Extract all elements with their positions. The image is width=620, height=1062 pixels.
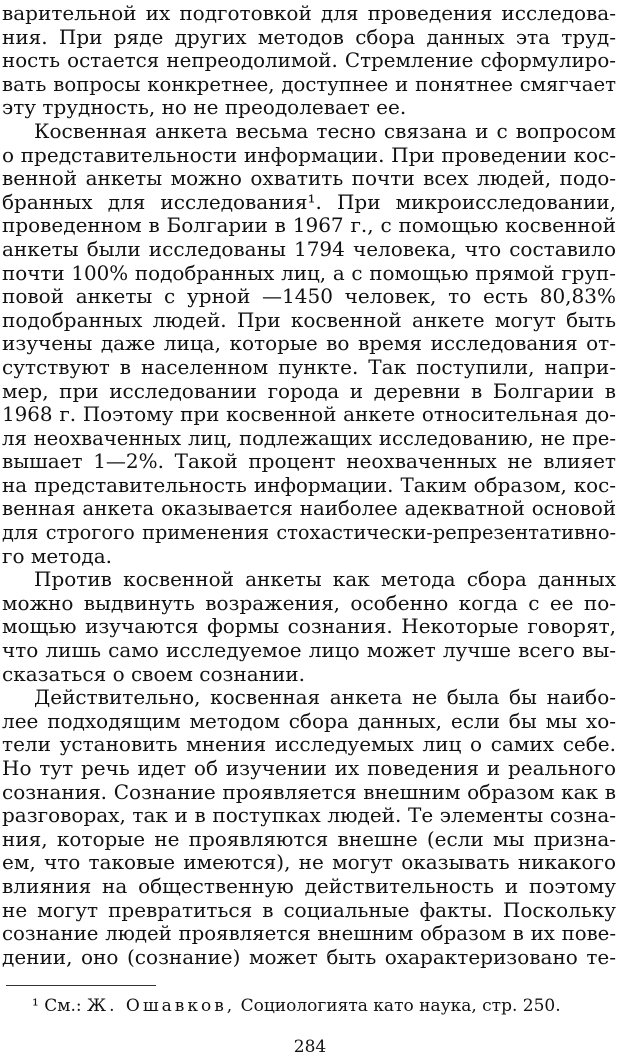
text-line: сознание людей проявляется внешним образом в их пове- [2,922,616,946]
text-line: ля неохваченных лиц, подлежащих исследованию, не пре- [2,426,616,450]
body-text [2,2,616,969]
text-line: тели установить мнения исследуемых лиц о самих себе. [2,733,616,757]
text-line: венной анкеты можно охватить почти всех людей, подо- [2,167,616,191]
text-line: ность остается непреодолимой. Стремление сформулиро- [2,49,616,73]
text-line: дении, оно (сознание) может быть охарактеризовано те- [2,945,616,969]
text-line: ния. При ряде других методов сбора данных эта труд- [2,25,616,49]
text-line: сознания. Сознание проявляется внешним образом как в [2,780,616,804]
text-line: разговорах, так и в поступках людей. Те элементы созна- [2,804,616,828]
text-line: Но тут речь идет об изучении их поведения и реального [2,757,616,780]
footnote-divider [6,985,156,986]
footnote-prefix: См.: [44,996,82,1016]
text-line: подобранных людей. При косвенной анкете могут быть [2,308,616,332]
text-line: ем, что таковые имеются), не могут оказывать никакого [2,851,616,875]
text-line: мер, при исследовании города и деревни в Болгарии в [2,379,616,403]
paragraph-start-line: Действительно, косвенная анкета не была бы наибо- [34,686,616,710]
text-line: мощью изучаются формы сознания. Некоторые говорят, [2,615,616,639]
text-line: проведенном в Болгарии в 1967 г., с помощью косвенной [2,214,616,238]
text-line: бранных для исследования¹. При микроисследовании, [2,190,616,214]
footnote-marker: ¹ [32,996,39,1016]
text-line: 1968 г. Поэтому при косвенной анкете относительная до- [2,403,616,427]
text-line: можно выдвинуть возражения, особенно когда с ее по- [2,591,616,615]
text-line: эту трудность, но не преодолевает ее. [2,96,407,120]
text-line: изучены даже лица, которые во время исследования от- [2,332,616,356]
text-line: сказаться о своем сознании. [2,662,305,686]
footnote [32,995,602,1017]
text-line: ния, которые не проявляются внешне (если мы призна- [2,827,616,851]
footnote-reference: Социологията като наука, стр. 250. [240,996,561,1016]
text-line: го метода. [2,544,112,568]
footnote-author: Ж. Ошавков, [87,996,236,1016]
text-line: для строгого применения стохастически-репрезентативно- [2,521,616,545]
text-line: повой анкеты с урной —1450 человек, то есть 80,83% [2,285,616,309]
text-line: венная анкета оказывается наиболее адекватной основой [2,497,616,521]
text-line: что лишь само исследуемое лицо может лучше всего вы- [2,639,616,663]
page-number: 284 [293,1037,327,1057]
text-line: влияния на общественную действительность и поэтому [2,874,616,898]
text-line: не могут превратиться в социальные факты. Поскольку [2,898,616,922]
text-line: на представительность информации. Таким образом, кос- [2,473,616,497]
text-line: вышает 1—2%. Такой процент неохваченных не влияет [2,450,616,474]
text-line: лее подходящим методом сбора данных, если бы мы хо- [2,709,616,733]
text-line: сутствуют в населенном пункте. Так поступили, напри- [2,355,616,379]
text-line: вать вопросы конкретнее, доступнее и понятнее смягчает [2,72,616,96]
text-line: о представительности информации. При проведении кос- [2,143,616,167]
text-line: почти 100% подобранных лиц, а с помощью прямой груп- [2,261,616,285]
text-line: анкеты были исследованы 1794 человека, что составило [2,237,616,261]
paragraph-start-line: Косвенная анкета весьма тесно связана и с вопросом [34,119,616,143]
paragraph-start-line: Против косвенной анкеты как метода сбора данных [34,568,616,592]
text-line: варительной их подготовкой для проведения исследова- [2,2,616,25]
